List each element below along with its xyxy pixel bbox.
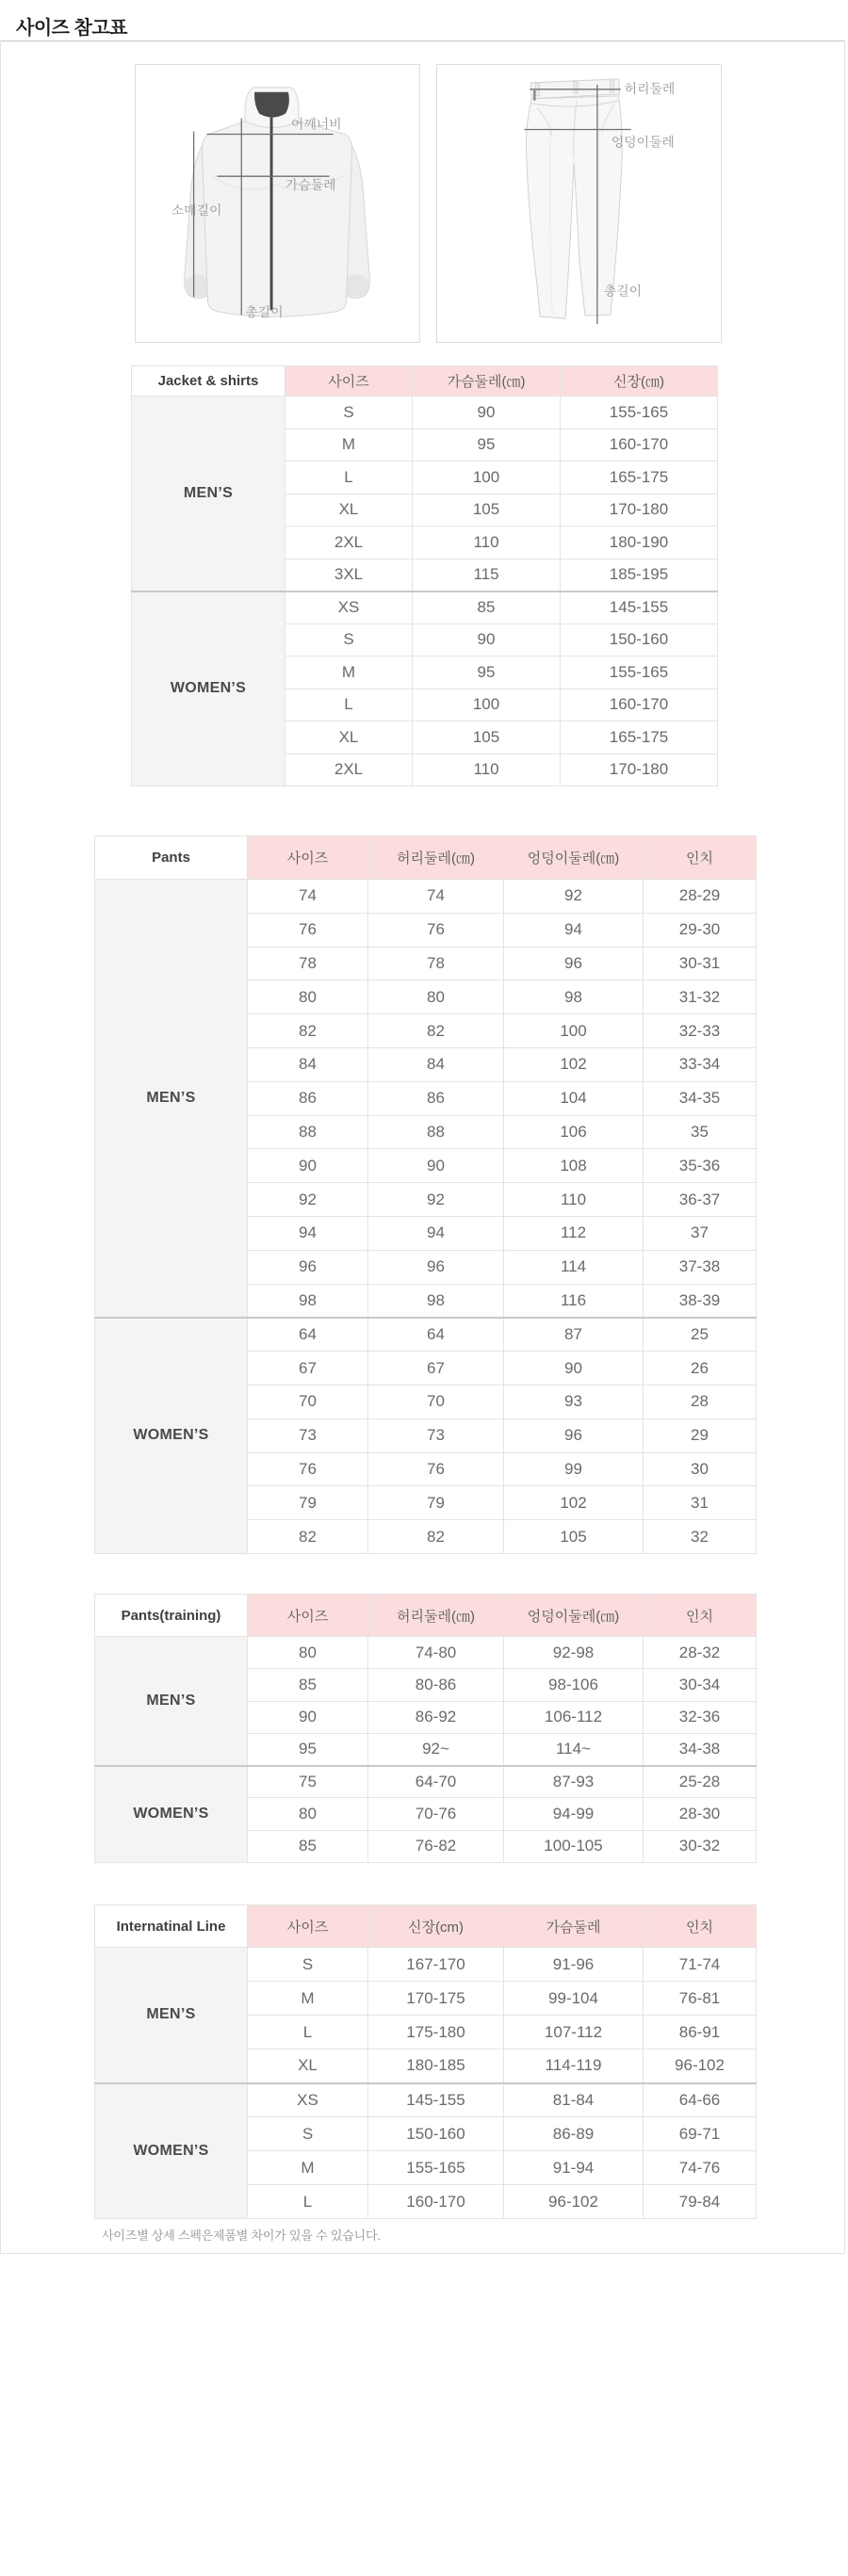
size-cell: 84 [368,1047,504,1081]
size-cell: 86-92 [368,1701,504,1733]
size-cell: 88 [248,1115,368,1149]
size-table [94,1594,757,1863]
size-cell: 2XL [285,527,413,559]
header-row [132,366,718,397]
size-cell: 92-98 [504,1637,644,1669]
size-cell: 74-76 [644,2151,757,2185]
size-cell: 80 [248,980,368,1014]
size-cell: 70 [368,1385,504,1418]
size-cell: 112 [504,1216,644,1250]
column-header: 엉덩이둘레(㎝) [504,1595,644,1637]
size-cell: 100 [413,689,561,721]
size-cell: 96 [368,1250,504,1284]
section-label: WOMEN’S [95,1766,248,1863]
size-cell: XL [248,2049,368,2083]
table-row [95,1318,757,1352]
size-cell: 114~ [504,1733,644,1765]
size-cell: 80-86 [368,1669,504,1701]
size-cell: 82 [368,1520,504,1554]
size-cell: 155-165 [368,2151,504,2185]
size-cell: 108 [504,1149,644,1183]
size-cell: 107-112 [504,2016,644,2049]
size-cell: 86 [368,1081,504,1115]
column-header: 허리둘레(㎝) [368,836,504,880]
size-cell: 92~ [368,1733,504,1765]
size-cell: 100 [504,1014,644,1048]
size-cell: 67 [368,1352,504,1385]
size-cell: 110 [504,1183,644,1217]
size-cell: 3XL [285,559,413,591]
size-cell: 94-99 [504,1798,644,1830]
column-header: 인치 [644,1905,757,1948]
section-label: MEN’S [95,1637,248,1766]
column-header: 사이즈 [248,1595,368,1637]
header-row [95,1905,757,1948]
size-cell: 73 [248,1418,368,1452]
size-table [94,1904,757,2219]
size-cell: 104 [504,1081,644,1115]
size-cell: 94 [504,913,644,947]
section-label: WOMEN’S [95,1318,248,1554]
section-label: WOMEN’S [132,591,285,786]
size-cell: 76 [248,913,368,947]
size-cell: S [248,2117,368,2151]
size-cell: 95 [413,656,561,689]
table-row [95,2083,757,2117]
size-cell: 38-39 [644,1284,757,1318]
size-cell: 32-36 [644,1701,757,1733]
size-cell: 33-34 [644,1047,757,1081]
size-cell: 92 [368,1183,504,1217]
size-cell: 67 [248,1352,368,1385]
size-cell: 64 [248,1318,368,1352]
size-cell: 80 [248,1798,368,1830]
size-cell: 34-35 [644,1081,757,1115]
pants-illustration [437,65,721,342]
footer-note: 사이즈별 상세 스펙은제품별 차이가 있을 수 있습니다. [102,2228,381,2243]
size-cell: 116 [504,1284,644,1318]
size-cell: 25-28 [644,1766,757,1798]
size-cell: 69-71 [644,2117,757,2151]
size-table-pants [94,835,757,1554]
size-table [131,365,718,786]
size-cell: 106 [504,1115,644,1149]
size-cell: 64-66 [644,2083,757,2117]
size-cell: 82 [248,1520,368,1554]
size-cell: 34-38 [644,1733,757,1765]
size-cell: 106-112 [504,1701,644,1733]
size-cell: 78 [368,947,504,980]
size-cell: 36-37 [644,1183,757,1217]
total-length-label: 총길이 [245,304,284,320]
size-cell: 90 [504,1352,644,1385]
size-cell: 37 [644,1216,757,1250]
size-cell: 155-165 [561,397,718,429]
table-row [132,397,718,429]
size-cell: 37-38 [644,1250,757,1284]
size-cell: 81-84 [504,2083,644,2117]
size-cell: 86-91 [644,2016,757,2049]
size-cell: 98-106 [504,1669,644,1701]
size-cell: 105 [413,494,561,527]
size-cell: 96 [248,1250,368,1284]
section-label: MEN’S [95,1948,248,2083]
size-cell: 91-94 [504,2151,644,2185]
size-cell: 88 [368,1115,504,1149]
size-cell: 150-160 [561,624,718,656]
size-cell: S [285,397,413,429]
size-cell: 150-160 [368,2117,504,2151]
size-cell: 86 [248,1081,368,1115]
size-cell: 32 [644,1520,757,1554]
size-cell: 170-180 [561,753,718,786]
size-cell: 76 [248,1452,368,1486]
size-cell: 86-89 [504,2117,644,2151]
size-cell: XL [285,721,413,754]
size-cell: 74-80 [368,1637,504,1669]
size-cell: 94 [248,1216,368,1250]
size-cell: 105 [413,721,561,754]
size-cell: 30-32 [644,1830,757,1862]
size-cell: 160-170 [368,2185,504,2219]
size-cell: M [248,1982,368,2016]
size-cell: 28-29 [644,880,757,914]
size-cell: 76 [368,1452,504,1486]
size-cell: M [285,656,413,689]
size-cell: 31-32 [644,980,757,1014]
size-cell: 80 [368,980,504,1014]
size-cell: 110 [413,753,561,786]
size-cell: M [248,2151,368,2185]
size-cell: 32-33 [644,1014,757,1048]
size-cell: 90 [413,624,561,656]
size-cell: 99 [504,1452,644,1486]
column-header: 허리둘레(㎝) [368,1595,504,1637]
size-cell: 80 [248,1637,368,1669]
size-cell: 87-93 [504,1766,644,1798]
size-cell: 180-185 [368,2049,504,2083]
size-table-pants-training [94,1594,757,1863]
size-cell: 102 [504,1047,644,1081]
table-row [132,591,718,624]
size-cell: S [285,624,413,656]
size-cell: 165-175 [561,721,718,754]
size-cell: 165-175 [561,462,718,494]
size-cell: 74 [248,880,368,914]
size-cell: 85 [248,1830,368,1862]
size-cell: 78 [248,947,368,980]
column-header: 인치 [644,836,757,880]
size-cell: 76-82 [368,1830,504,1862]
size-cell: 90 [413,397,561,429]
size-cell: 64 [368,1318,504,1352]
size-cell: 28-30 [644,1798,757,1830]
size-cell: 96-102 [644,2049,757,2083]
column-header: 가슴둘레 [504,1905,644,1948]
size-cell: 94 [368,1216,504,1250]
size-cell: 76-81 [644,1982,757,2016]
size-cell: 110 [413,527,561,559]
table-row [95,1948,757,1982]
size-cell: 90 [368,1149,504,1183]
size-cell: 91-96 [504,1948,644,1982]
size-cell: 167-170 [368,1948,504,1982]
size-cell: 114-119 [504,2049,644,2083]
header-row [95,836,757,880]
size-cell: M [285,429,413,462]
sleeve-length-label: 소매길이 [171,202,222,218]
size-cell: L [248,2016,368,2049]
size-cell: 30 [644,1452,757,1486]
table-row [95,1637,757,1669]
size-cell: 98 [368,1284,504,1318]
size-cell: 105 [504,1520,644,1554]
size-cell: 92 [504,880,644,914]
size-cell: XS [248,2083,368,2117]
size-cell: 82 [248,1014,368,1048]
header-row [95,1595,757,1637]
column-header: 신장(cm) [368,1905,504,1948]
page-title: 사이즈 참고표 [16,18,127,39]
column-header: 신장(㎝) [561,366,718,397]
size-cell: 96-102 [504,2185,644,2219]
size-cell: 29 [644,1418,757,1452]
size-cell: 115 [413,559,561,591]
size-cell: 102 [504,1486,644,1520]
size-cell: 98 [504,980,644,1014]
size-cell: 95 [413,429,561,462]
size-cell: 30-31 [644,947,757,980]
size-cell: XS [285,591,413,624]
size-cell: 29-30 [644,913,757,947]
size-cell: 145-155 [368,2083,504,2117]
size-cell: 30-34 [644,1669,757,1701]
size-cell: 28 [644,1385,757,1418]
jacket-size-diagram [135,64,420,343]
size-cell: 73 [368,1418,504,1452]
size-table-international-line [94,1904,757,2219]
column-header: 사이즈 [248,1905,368,1948]
table-row [95,880,757,914]
size-cell: 114 [504,1250,644,1284]
size-cell: 28-32 [644,1637,757,1669]
size-cell: 84 [248,1047,368,1081]
size-cell: 175-180 [368,2016,504,2049]
size-table-jacket-shirts [131,365,718,786]
size-cell: 87 [504,1318,644,1352]
shoulder-width-label: 어깨너비 [290,116,342,132]
column-header: 사이즈 [285,366,413,397]
size-cell: 92 [248,1183,368,1217]
size-cell: 79 [248,1486,368,1520]
size-cell: 145-155 [561,591,718,624]
pants-size-diagram [436,64,722,343]
size-cell: S [248,1948,368,1982]
size-cell: 98 [248,1284,368,1318]
size-cell: 2XL [285,753,413,786]
size-cell: L [248,2185,368,2219]
column-header: 인치 [644,1595,757,1637]
size-cell: 64-70 [368,1766,504,1798]
column-header: 사이즈 [248,836,368,880]
size-cell: 95 [248,1733,368,1765]
size-cell: 100 [413,462,561,494]
total-length-label: 총길이 [603,283,643,299]
size-cell: 74 [368,880,504,914]
size-cell: 35 [644,1115,757,1149]
size-cell: 25 [644,1318,757,1352]
size-cell: 99-104 [504,1982,644,2016]
size-cell: 70-76 [368,1798,504,1830]
size-cell: 155-165 [561,656,718,689]
jacket-illustration [136,65,419,342]
section-label: MEN’S [95,880,248,1318]
table-row [95,1766,757,1798]
size-cell: 82 [368,1014,504,1048]
size-cell: 35-36 [644,1149,757,1183]
size-cell: 79 [368,1486,504,1520]
table-name: Internatinal Line [95,1905,248,1948]
size-cell: 90 [248,1701,368,1733]
size-cell: L [285,462,413,494]
size-cell: 79-84 [644,2185,757,2219]
chest-girth-label: 가슴둘레 [285,177,336,193]
size-cell: 75 [248,1766,368,1798]
size-cell: 93 [504,1385,644,1418]
size-cell: L [285,689,413,721]
size-cell: 26 [644,1352,757,1385]
table-name: Pants(training) [95,1595,248,1637]
size-table [94,835,757,1554]
size-cell: 170-180 [561,494,718,527]
size-cell: 85 [413,591,561,624]
waist-girth-label: 허리둘레 [624,80,676,96]
hip-girth-label: 엉덩이둘레 [611,134,675,150]
table-name: Pants [95,836,248,880]
size-cell: 85 [248,1669,368,1701]
size-cell: 90 [248,1149,368,1183]
column-header: 엉덩이둘레(㎝) [504,836,644,880]
size-cell: 160-170 [561,429,718,462]
size-cell: 100-105 [504,1830,644,1862]
size-cell: 96 [504,947,644,980]
size-cell: 180-190 [561,527,718,559]
column-header: 가슴둘레(㎝) [413,366,561,397]
size-cell: 170-175 [368,1982,504,2016]
size-cell: 71-74 [644,1948,757,1982]
section-label: MEN’S [132,397,285,591]
size-cell: 31 [644,1486,757,1520]
table-name: Jacket & shirts [132,366,285,397]
size-cell: XL [285,494,413,527]
size-cell: 185-195 [561,559,718,591]
size-cell: 76 [368,913,504,947]
section-label: WOMEN’S [95,2083,248,2219]
size-cell: 70 [248,1385,368,1418]
size-cell: 160-170 [561,689,718,721]
size-cell: 96 [504,1418,644,1452]
